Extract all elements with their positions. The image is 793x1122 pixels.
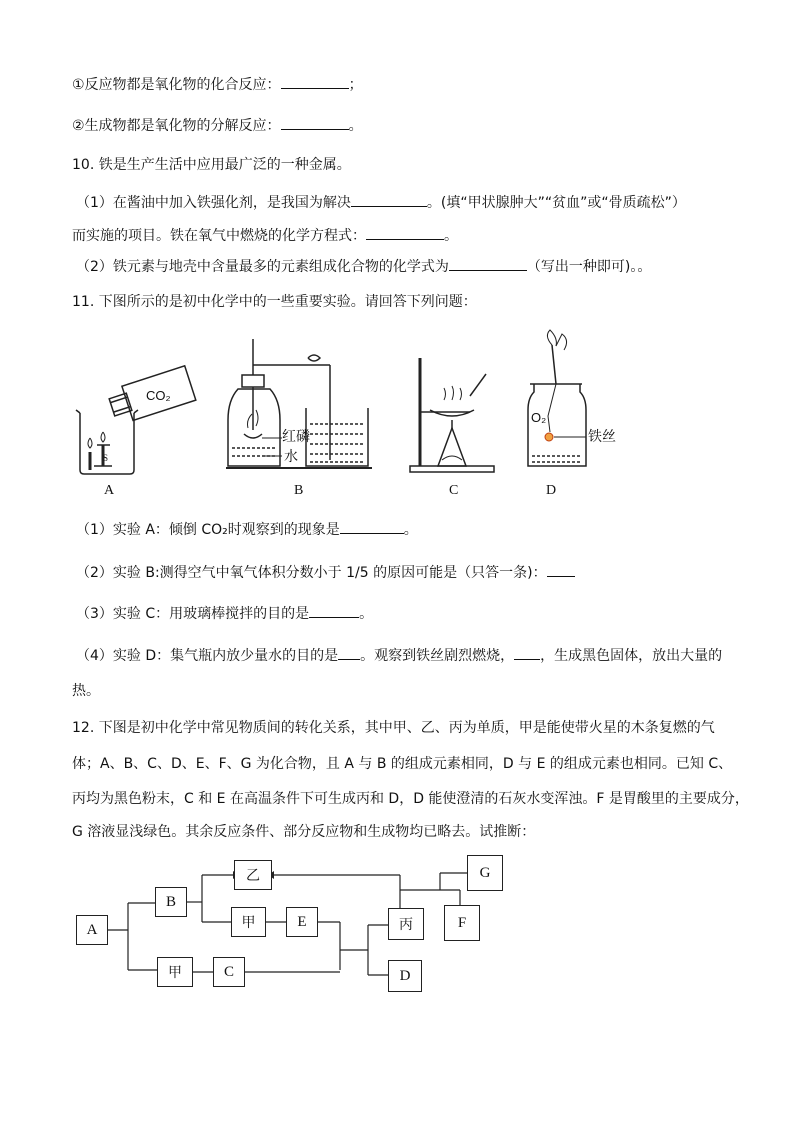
q12-line2: 体；A、B、C、D、E、F、G 为化合物，且 A 与 B 的组成元素相同，D 与 E 的组成元素也相同。已知 C、 bbox=[72, 756, 733, 772]
caption-c: C bbox=[449, 483, 459, 498]
label-o2: O₂ bbox=[531, 410, 547, 425]
q10-sub1-line2: 而实施的项目。铁在氧气中燃烧的化学方程式： 。 bbox=[72, 225, 458, 246]
node-jia-top: 甲 bbox=[231, 907, 266, 937]
node-d: D bbox=[388, 960, 422, 992]
node-yi: 乙 bbox=[234, 860, 272, 890]
caption-a: A bbox=[104, 483, 115, 498]
node-jia-bottom: 甲 bbox=[157, 957, 193, 987]
q11-sub2: （2）实验 B:测得空气中氧气体积分数小于 1/5 的原因可能是（只答一条)： bbox=[76, 562, 575, 583]
label-iron-wire: 铁丝 bbox=[588, 429, 616, 445]
q10-sub2: （2）铁元素与地壳中含量最多的元素组成化合物的化学式为 （写出一种即可)。。 bbox=[76, 256, 651, 277]
label-s: S bbox=[103, 453, 109, 463]
node-f: F bbox=[444, 905, 480, 941]
caption-d: D bbox=[546, 483, 557, 498]
q11-sub4-cont: 热。 bbox=[72, 683, 100, 699]
q10-stem: 10. 铁是生产生活中应用最广泛的一种金属。 bbox=[72, 157, 351, 173]
q12-line1: 12. 下图是初中化学中常见物质间的转化关系，其中甲、乙、丙为单质，甲是能使带火星的木条复燃的气 bbox=[72, 720, 715, 736]
node-bing: 丙 bbox=[388, 908, 424, 940]
q12-line3: 丙均为黑色粉末，C 和 E 在高温条件下可生成丙和 D，D 能使澄清的石灰水变浑浊。F 是胃酸里的主要成分， bbox=[72, 791, 749, 807]
q12-line4: G 溶液显浅绿色。其余反应条件、部分反应物和生成物均已略去。试推断： bbox=[72, 824, 536, 840]
q9-part1: ①反应物都是氧化物的化合反应： ； bbox=[72, 74, 363, 95]
q10-sub1-line1: （1）在酱油中加入铁强化剂，是我国为解决 。(填“甲状腺肿大”“贫血”或“骨质疏松”） bbox=[76, 192, 686, 213]
q11-sub4: （4）实验 D：集气瓶内放少量水的目的是 。观察到铁丝剧烈燃烧， ，生成黑色固体，放出大量的 bbox=[76, 645, 722, 666]
node-g: G bbox=[467, 855, 503, 891]
node-c: C bbox=[213, 957, 245, 987]
label-red-phosphorus: 红磷 bbox=[282, 429, 310, 445]
node-b: B bbox=[155, 887, 187, 917]
node-a: A bbox=[76, 915, 108, 945]
label-water: 水 bbox=[284, 449, 298, 465]
q11-stem: 11. 下图所示的是初中化学中的一些重要实验。请回答下列问题： bbox=[72, 294, 477, 310]
q9-part2: ②生成物都是氧化物的分解反应： 。 bbox=[72, 115, 363, 136]
caption-b: B bbox=[294, 483, 304, 498]
q11-sub3: （3）实验 C：用玻璃棒搅拌的目的是 。 bbox=[76, 603, 373, 624]
label-co2: CO₂ bbox=[146, 388, 171, 403]
node-e: E bbox=[286, 907, 318, 937]
q11-sub1: （1）实验 A：倾倒 CO₂时观察到的现象是 。 bbox=[76, 519, 418, 540]
